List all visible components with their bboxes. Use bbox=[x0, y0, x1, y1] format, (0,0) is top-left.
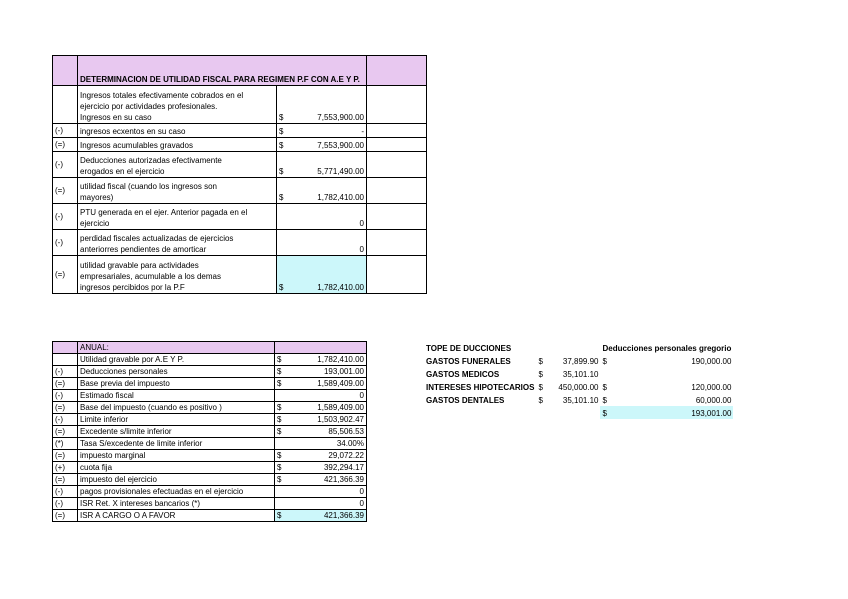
row-amount-wrap bbox=[277, 366, 364, 377]
currency-sign bbox=[600, 367, 613, 380]
row-label: Excedente s/limite inferior bbox=[78, 426, 275, 438]
row-amount-wrap bbox=[277, 486, 364, 497]
amount-value: 85,506.53 bbox=[328, 427, 364, 436]
row-label-line: PTU generada en el ejer. Anterior pagada en el bbox=[80, 208, 248, 217]
tope-value: 35,101.10 bbox=[562, 370, 599, 379]
anual-row bbox=[53, 498, 367, 510]
deduccion-label: GASTOS FUNERALES bbox=[426, 357, 511, 366]
row-label-line: Ingresos acumulables gravados bbox=[80, 141, 193, 150]
utilidad-fiscal-row bbox=[53, 138, 427, 152]
empty-cell bbox=[548, 406, 600, 419]
anual-row bbox=[53, 438, 367, 450]
currency-sign: $ bbox=[277, 379, 282, 388]
currency-sign: $ bbox=[279, 193, 284, 202]
row-label bbox=[78, 138, 277, 152]
anual-section bbox=[52, 341, 367, 522]
amount-value: 1,782,410.00 bbox=[317, 355, 364, 364]
row-operator: (-) bbox=[53, 230, 78, 256]
personal-value bbox=[613, 367, 733, 380]
row-label bbox=[78, 230, 277, 256]
row-amount bbox=[275, 498, 367, 510]
amount-value: 1,782,410.00 bbox=[317, 193, 364, 202]
row-amount bbox=[277, 230, 367, 256]
deducciones-header-row bbox=[424, 341, 733, 354]
row-amount bbox=[275, 462, 367, 474]
deduccion-label: GASTOS DENTALES bbox=[426, 396, 505, 405]
row-amount bbox=[277, 204, 367, 230]
deducciones-table bbox=[424, 341, 733, 419]
row-label-line: erogados en el ejercicio bbox=[80, 167, 165, 176]
row-label-line: ejercicio por actividades profesionales. bbox=[80, 102, 218, 111]
row-label-line: anteriorres pendientes de amorticar bbox=[80, 245, 207, 254]
currency-sign: $ bbox=[277, 511, 282, 520]
deduccion-label: GASTOS MEDICOS bbox=[426, 370, 500, 379]
row-label: Limite inferior bbox=[78, 414, 275, 426]
utilidad-fiscal-section bbox=[52, 55, 427, 294]
row-label-line: ingresos ecxentos en su caso bbox=[80, 127, 186, 136]
row-extra-cell bbox=[367, 178, 427, 204]
row-amount-wrap bbox=[277, 390, 364, 401]
currency-sign: $ bbox=[538, 396, 543, 405]
anual-row bbox=[53, 426, 367, 438]
row-amount-wrap bbox=[277, 402, 364, 413]
anual-header-row bbox=[53, 342, 367, 354]
row-amount-wrap bbox=[279, 140, 364, 151]
tope-deducciones-title: TOPE DE DUCCIONES bbox=[426, 344, 512, 353]
row-amount-wrap bbox=[277, 414, 364, 425]
row-amount bbox=[275, 390, 367, 402]
utilidad-fiscal-row bbox=[53, 152, 427, 178]
amount-value: 7,553,900.00 bbox=[317, 141, 364, 150]
deduccion-total-value: 193,001.00 bbox=[613, 406, 733, 419]
row-amount bbox=[275, 402, 367, 414]
currency-sign: $ bbox=[277, 427, 282, 436]
deducciones-personales-title: Deducciones personales gregorio bbox=[602, 344, 732, 353]
row-amount-wrap bbox=[277, 426, 364, 437]
row-amount bbox=[275, 426, 367, 438]
deduccion-total-row bbox=[424, 406, 733, 419]
row-amount bbox=[277, 124, 367, 138]
anual-table bbox=[52, 341, 367, 522]
row-amount-wrap bbox=[279, 244, 364, 255]
deduccion-row bbox=[424, 380, 733, 393]
utilidad-fiscal-row bbox=[53, 230, 427, 256]
row-label: pagos provisionales efectuadas en el ejercicio bbox=[78, 486, 275, 498]
deduccion-label: INTERESES HIPOTECARIOS bbox=[426, 383, 535, 392]
row-amount-wrap bbox=[277, 378, 364, 389]
row-amount bbox=[277, 152, 367, 178]
header-op-cell bbox=[53, 56, 78, 86]
personal-value: 120,000.00 bbox=[691, 383, 732, 392]
row-amount-wrap bbox=[279, 282, 364, 293]
utilidad-fiscal-row bbox=[53, 124, 427, 138]
row-label-line: ejercicio bbox=[80, 219, 110, 228]
row-amount-wrap bbox=[279, 112, 364, 123]
anual-row bbox=[53, 510, 367, 522]
row-amount bbox=[275, 378, 367, 390]
amount-value: 0 bbox=[359, 391, 364, 400]
currency-sign: $ bbox=[277, 403, 282, 412]
row-amount bbox=[277, 86, 367, 124]
row-amount bbox=[275, 354, 367, 366]
row-label: Base previa del impuesto bbox=[78, 378, 275, 390]
row-operator: (=) bbox=[53, 426, 78, 438]
row-label: Utilidad gravable por A.E Y P. bbox=[78, 354, 275, 366]
row-amount bbox=[277, 138, 367, 152]
anual-row bbox=[53, 450, 367, 462]
deduccion-row bbox=[424, 354, 733, 367]
row-operator: (+) bbox=[53, 462, 78, 474]
anual-title: ANUAL: bbox=[78, 342, 275, 354]
row-amount-wrap bbox=[277, 438, 364, 449]
row-label bbox=[78, 152, 277, 178]
row-amount-wrap bbox=[279, 192, 364, 203]
tope-value: 450,000.00 bbox=[558, 383, 599, 392]
row-operator: (=) bbox=[53, 510, 78, 522]
currency-sign: $ bbox=[538, 357, 543, 366]
row-operator: (=) bbox=[53, 256, 78, 294]
row-label-line: perdidad fiscales actualizadas de ejercicios bbox=[80, 234, 234, 243]
row-extra-cell bbox=[367, 152, 427, 178]
row-label-line: Deducciones autorizadas efectivamente bbox=[80, 156, 222, 165]
row-extra-cell bbox=[367, 124, 427, 138]
row-label-line: utilidad fiscal (cuando los ingresos son bbox=[80, 182, 217, 191]
currency-sign: $ bbox=[602, 383, 607, 392]
row-amount-wrap bbox=[277, 510, 364, 521]
row-operator: (-) bbox=[53, 152, 78, 178]
row-label-line: empresariales, acumulable a los demas bbox=[80, 272, 221, 281]
row-extra-cell bbox=[367, 86, 427, 124]
row-operator: (-) bbox=[53, 498, 78, 510]
currency-sign: $ bbox=[277, 475, 282, 484]
row-operator: (*) bbox=[53, 438, 78, 450]
utilidad-fiscal-title: DETERMINACION DE UTILIDAD FISCAL PARA REGIMEN P.F CON A.E Y P. bbox=[78, 56, 367, 86]
row-label: Deducciones personales bbox=[78, 366, 275, 378]
row-label: ISR A CARGO O A FAVOR bbox=[78, 510, 275, 522]
utilidad-fiscal-row bbox=[53, 178, 427, 204]
currency-sign: $ bbox=[277, 451, 282, 460]
row-label bbox=[78, 256, 277, 294]
currency-sign: $ bbox=[602, 396, 607, 405]
row-operator: (-) bbox=[53, 414, 78, 426]
row-amount-wrap bbox=[277, 462, 364, 473]
amount-value: 34.00% bbox=[336, 439, 364, 448]
row-label bbox=[78, 204, 277, 230]
currency-sign: $ bbox=[538, 383, 543, 392]
row-operator: (-) bbox=[53, 366, 78, 378]
personal-value: 60,000.00 bbox=[695, 396, 732, 405]
utilidad-fiscal-table bbox=[52, 55, 427, 294]
row-label: impuesto marginal bbox=[78, 450, 275, 462]
deduccion-row bbox=[424, 393, 733, 406]
row-operator: (=) bbox=[53, 450, 78, 462]
row-amount-wrap bbox=[277, 474, 364, 485]
row-label-line: mayores) bbox=[80, 193, 114, 202]
row-amount-wrap bbox=[277, 354, 364, 365]
empty-cell bbox=[536, 406, 548, 419]
row-operator: (=) bbox=[53, 138, 78, 152]
empty-cell bbox=[424, 406, 536, 419]
row-amount bbox=[275, 366, 367, 378]
amount-value: 0 bbox=[359, 219, 364, 228]
currency-sign: $ bbox=[279, 113, 284, 122]
anual-row bbox=[53, 474, 367, 486]
anual-row bbox=[53, 390, 367, 402]
currency-sign: $ bbox=[602, 357, 607, 366]
currency-sign: $ bbox=[279, 283, 284, 292]
row-operator: (=) bbox=[53, 178, 78, 204]
row-amount bbox=[275, 486, 367, 498]
personal-value: 190,000.00 bbox=[691, 357, 732, 366]
row-operator: (-) bbox=[53, 486, 78, 498]
row-label bbox=[78, 86, 277, 124]
amount-value: 0 bbox=[359, 245, 364, 254]
row-operator bbox=[53, 354, 78, 366]
anual-row bbox=[53, 462, 367, 474]
row-label: Base del impuesto (cuando es positivo ) bbox=[78, 402, 275, 414]
currency-sign: $ bbox=[277, 355, 282, 364]
utilidad-fiscal-row bbox=[53, 86, 427, 124]
row-amount bbox=[275, 450, 367, 462]
tope-value: 37,899.90 bbox=[562, 357, 599, 366]
amount-value: 7,553,900.00 bbox=[317, 113, 364, 122]
currency-sign: $ bbox=[538, 370, 543, 379]
row-label bbox=[78, 124, 277, 138]
amount-value: - bbox=[361, 127, 364, 136]
amount-value: 5,771,490.00 bbox=[317, 167, 364, 176]
currency-sign: $ bbox=[279, 127, 284, 136]
currency-sign: $ bbox=[277, 415, 282, 424]
row-amount bbox=[275, 438, 367, 450]
amount-value: 1,589,409.00 bbox=[317, 403, 364, 412]
row-amount-wrap bbox=[279, 126, 364, 137]
row-extra-cell bbox=[367, 256, 427, 294]
utilidad-fiscal-row bbox=[53, 204, 427, 230]
anual-row bbox=[53, 354, 367, 366]
row-operator bbox=[53, 86, 78, 124]
row-extra-cell bbox=[367, 230, 427, 256]
row-label-line: ingresos percibidos por la P.F bbox=[80, 283, 185, 292]
utilidad-fiscal-header-row bbox=[53, 56, 427, 86]
row-amount-wrap bbox=[279, 166, 364, 177]
deducciones-section bbox=[424, 341, 733, 419]
row-label-line: Ingresos totales efectivamente cobrados en el bbox=[80, 91, 244, 100]
row-operator: (-) bbox=[53, 204, 78, 230]
currency-sign: $ bbox=[600, 406, 613, 419]
amount-value: 421,366.39 bbox=[323, 475, 364, 484]
row-amount bbox=[277, 256, 367, 294]
row-label: cuota fija bbox=[78, 462, 275, 474]
amount-value: 392,294.17 bbox=[323, 463, 364, 472]
row-amount-wrap bbox=[277, 450, 364, 461]
row-operator: (-) bbox=[53, 124, 78, 138]
anual-row bbox=[53, 414, 367, 426]
row-extra-cell bbox=[367, 204, 427, 230]
header-extra-cell bbox=[367, 56, 427, 86]
row-amount bbox=[275, 414, 367, 426]
anual-op-cell bbox=[53, 342, 78, 354]
currency-sign: $ bbox=[277, 463, 282, 472]
row-amount bbox=[275, 474, 367, 486]
currency-sign: $ bbox=[277, 367, 282, 376]
row-label-line: Ingresos en su caso bbox=[80, 113, 152, 122]
amount-value: 0 bbox=[359, 499, 364, 508]
anual-row bbox=[53, 378, 367, 390]
amount-value: 421,366.39 bbox=[323, 511, 364, 520]
anual-row bbox=[53, 402, 367, 414]
row-label: Estimado fiscal bbox=[78, 390, 275, 402]
amount-value: 193,001.00 bbox=[323, 367, 364, 376]
row-operator: (=) bbox=[53, 378, 78, 390]
utilidad-fiscal-row bbox=[53, 256, 427, 294]
row-operator: (=) bbox=[53, 402, 78, 414]
anual-value-head bbox=[275, 342, 367, 354]
row-label: ISR Ret. X intereses bancarios (*) bbox=[78, 498, 275, 510]
row-extra-cell bbox=[367, 138, 427, 152]
currency-sign: $ bbox=[279, 141, 284, 150]
row-amount-wrap bbox=[279, 218, 364, 229]
anual-row bbox=[53, 486, 367, 498]
row-label-line: utilidad gravable para actividades bbox=[80, 261, 199, 270]
currency-sign: $ bbox=[279, 167, 284, 176]
amount-value: 1,589,409.00 bbox=[317, 379, 364, 388]
amount-value: 0 bbox=[359, 487, 364, 496]
tope-value: 35,101.10 bbox=[562, 396, 599, 405]
anual-row bbox=[53, 366, 367, 378]
row-amount bbox=[277, 178, 367, 204]
row-label: Tasa S/excedente de limite inferior bbox=[78, 438, 275, 450]
row-label bbox=[78, 178, 277, 204]
amount-value: 29,072.22 bbox=[328, 451, 364, 460]
amount-value: 1,782,410.00 bbox=[317, 283, 364, 292]
row-amount bbox=[275, 510, 367, 522]
row-label: impuesto del ejercicio bbox=[78, 474, 275, 486]
amount-value: 1,503,902.47 bbox=[317, 415, 364, 424]
row-amount-wrap bbox=[277, 498, 364, 509]
deduccion-row bbox=[424, 367, 733, 380]
row-operator: (=) bbox=[53, 474, 78, 486]
row-operator: (-) bbox=[53, 390, 78, 402]
